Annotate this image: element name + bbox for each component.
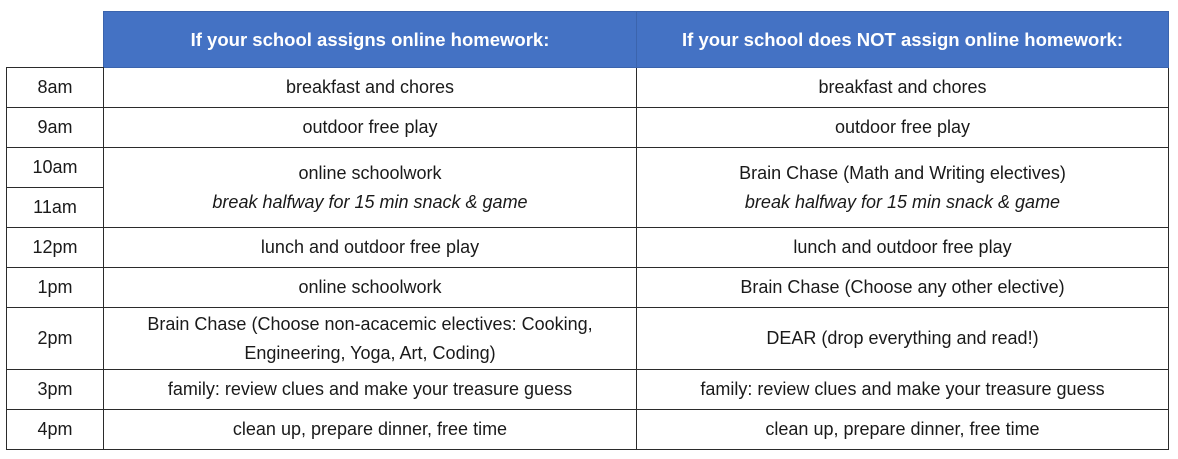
- header-online-homework: If your school assigns online homework:: [104, 12, 637, 68]
- time-cell: 1pm: [7, 268, 104, 308]
- time-cell: 4pm: [7, 410, 104, 450]
- activity-cell-online: outdoor free play: [104, 108, 637, 148]
- header-corner: [7, 12, 104, 68]
- activity-cell-offline: [637, 148, 1169, 228]
- activity-cell-online: clean up, prepare dinner, free time: [104, 410, 637, 450]
- activity-cell-offline: family: review clues and make your treasure guess: [637, 370, 1169, 410]
- table-row: [7, 148, 1169, 188]
- table-row: [7, 308, 1169, 370]
- time-cell: 8am: [7, 68, 104, 108]
- table-row: [7, 410, 1169, 450]
- activity-cell-offline: DEAR (drop everything and read!): [637, 308, 1169, 370]
- activity-cell-offline: clean up, prepare dinner, free time: [637, 410, 1169, 450]
- activity-cell-online: online schoolwork: [104, 268, 637, 308]
- time-cell: 11am: [7, 188, 104, 228]
- activity-text-line: Brain Chase (Choose non-acacemic electives: Cooking,: [147, 313, 593, 334]
- header-row: [7, 12, 1169, 68]
- time-cell: 3pm: [7, 370, 104, 410]
- time-cell: 9am: [7, 108, 104, 148]
- activity-cell-online: family: review clues and make your treasure guess: [104, 370, 637, 410]
- activity-break-note: break halfway for 15 min snack & game: [744, 191, 1061, 212]
- activity-main-text: online schoolwork: [298, 162, 442, 183]
- activity-cell-offline: lunch and outdoor free play: [637, 228, 1169, 268]
- activity-cell-offline: breakfast and chores: [637, 68, 1169, 108]
- activity-main-text: Brain Chase (Math and Writing electives): [739, 162, 1066, 183]
- time-cell: 12pm: [7, 228, 104, 268]
- schedule-table: [6, 11, 1169, 450]
- activity-break-note: break halfway for 15 min snack & game: [212, 191, 528, 212]
- table-row: [7, 228, 1169, 268]
- activity-cell-offline: Brain Chase (Choose any other elective): [637, 268, 1169, 308]
- activity-cell-online: lunch and outdoor free play: [104, 228, 637, 268]
- table-row: [7, 68, 1169, 108]
- activity-cell-online: breakfast and chores: [104, 68, 637, 108]
- header-no-online-homework: If your school does NOT assign online homework:: [637, 12, 1169, 68]
- activity-cell-offline: outdoor free play: [637, 108, 1169, 148]
- table-row: [7, 370, 1169, 410]
- activity-cell-online: [104, 308, 637, 370]
- table-row: [7, 268, 1169, 308]
- time-cell: 10am: [7, 148, 104, 188]
- time-cell: 2pm: [7, 308, 104, 370]
- table-row: [7, 108, 1169, 148]
- activity-cell-online: [104, 148, 637, 228]
- activity-text-line: Engineering, Yoga, Art, Coding): [244, 342, 496, 363]
